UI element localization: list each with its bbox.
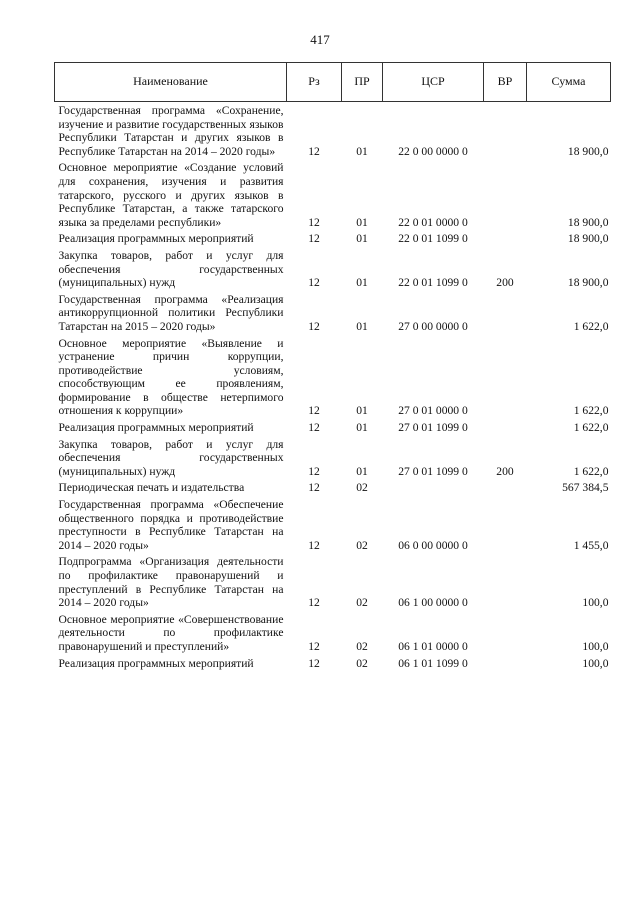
row-name: Подпрограмма «Организация деятельности по профилактике правонарушений и преступлений в Республике Татарстан на 2014 – 2020 годы» (58, 555, 284, 610)
row-pr: 01 (356, 215, 368, 229)
row-pr: 02 (356, 656, 368, 670)
table-row (55, 232, 611, 249)
table-row (55, 555, 611, 612)
row-pr: 02 (356, 481, 368, 495)
row-csr: 22 0 01 1099 0 (398, 276, 468, 290)
page-number: 417 (310, 32, 330, 47)
row-name: Основное мероприятие «Совершенствование деятельности по профилактике правонарушений и преступлений» (58, 612, 284, 653)
col-header-vr: ВР (484, 63, 527, 102)
row-pr: 01 (356, 464, 368, 478)
row-rz: 12 (308, 215, 320, 229)
table-row (55, 421, 611, 438)
table-row (55, 657, 611, 674)
table-row (55, 613, 611, 657)
row-vr (484, 481, 527, 498)
col-header-pr: ПР (342, 63, 383, 102)
row-sum: 1 622,0 (573, 319, 609, 333)
row-csr: 27 0 01 1099 0 (398, 421, 468, 435)
row-csr: 27 0 01 0000 0 (398, 404, 468, 418)
row-csr: 06 0 00 0000 0 (398, 538, 468, 552)
row-vr: 200 (496, 276, 514, 290)
row-csr (383, 481, 484, 498)
row-sum: 100,0 (582, 596, 609, 610)
row-sum: 18 900,0 (567, 276, 609, 290)
row-name: Периодическая печать и издательства (58, 481, 245, 495)
table-row (55, 161, 611, 232)
row-vr (484, 161, 527, 232)
row-sum: 567 384,5 (562, 481, 609, 495)
row-pr: 02 (356, 596, 368, 610)
row-rz: 12 (308, 481, 320, 495)
row-csr: 27 0 01 1099 0 (398, 464, 468, 478)
row-name: Основное мероприятие «Создание условий для сохранения, изучения и развития татарского, русского и других языков в Республике Татарстан, а также татарского языка за пределами республики» (58, 161, 284, 229)
row-vr (484, 555, 527, 612)
row-vr (484, 232, 527, 249)
row-vr (484, 421, 527, 438)
table-row (55, 498, 611, 555)
row-name: Государственная программа «Обеспечение общественного порядка и противодействие преступности в Республике Татарстан на 2014 – 2020 годы» (58, 498, 284, 552)
table-row (55, 102, 611, 162)
row-rz: 12 (308, 404, 320, 418)
row-pr: 01 (356, 404, 368, 418)
row-rz: 12 (308, 639, 320, 653)
row-rz: 12 (308, 319, 320, 333)
table-header-row (55, 63, 611, 102)
row-sum: 100,0 (582, 656, 609, 670)
row-sum: 1 622,0 (573, 464, 609, 478)
table-row (55, 293, 611, 337)
row-pr: 01 (356, 232, 368, 246)
row-name: Реализация программных мероприятий (58, 232, 254, 246)
table-row (55, 438, 611, 482)
row-sum: 1 622,0 (573, 421, 609, 435)
row-name: Реализация программных мероприятий (58, 421, 254, 435)
row-pr: 01 (356, 421, 368, 435)
row-csr: 22 0 01 0000 0 (398, 215, 468, 229)
row-name: Закупка товаров, работ и услуг для обеспечения государственных (муниципальных) нужд (58, 248, 284, 290)
row-name: Государственная программа «Сохранение, изучение и развитие государственных языков Республики Татарстан и других языков в Республике Татарстан на 2014 – 2020 годы» (58, 104, 284, 158)
row-pr: 01 (356, 144, 368, 158)
row-rz: 12 (308, 144, 320, 158)
row-name: Реализация программных мероприятий (58, 656, 254, 670)
row-csr: 27 0 00 0000 0 (398, 319, 468, 333)
row-sum: 18 900,0 (567, 144, 609, 158)
table-row (55, 481, 611, 498)
row-sum: 1 455,0 (573, 538, 609, 552)
row-sum: 18 900,0 (567, 215, 609, 229)
row-name: Закупка товаров, работ и услуг для обеспечения государственных (муниципальных) нужд (58, 437, 284, 478)
row-csr: 22 0 01 1099 0 (398, 232, 468, 246)
row-pr: 01 (356, 319, 368, 333)
row-vr (484, 613, 527, 657)
row-pr: 01 (356, 276, 368, 290)
row-rz: 12 (308, 421, 320, 435)
row-sum: 1 622,0 (573, 404, 609, 418)
table-row (55, 337, 611, 422)
row-rz: 12 (308, 464, 320, 478)
table-row (55, 249, 611, 293)
row-vr (484, 657, 527, 674)
row-rz: 12 (308, 656, 320, 670)
col-header-rz: Рз (287, 63, 342, 102)
row-vr (484, 498, 527, 555)
row-csr: 06 1 00 0000 0 (398, 596, 468, 610)
row-name: Государственная программа «Реализация антикоррупционной политики Республики Татарстан на 2015 – 2020 годы» (58, 292, 284, 333)
row-csr: 06 1 01 1099 0 (398, 656, 468, 670)
row-name: Основное мероприятие «Выявление и устранение причин коррупции, противодействие условиям, способствующим ее проявлениям, формирование в обществе нетерпимого отношения к коррупции» (58, 336, 284, 418)
row-vr (484, 293, 527, 337)
row-vr (484, 337, 527, 422)
row-rz: 12 (308, 596, 320, 610)
row-sum: 18 900,0 (567, 232, 609, 246)
row-vr (484, 102, 527, 162)
row-csr: 22 0 00 0000 0 (398, 144, 468, 158)
row-csr: 06 1 01 0000 0 (398, 639, 468, 653)
col-header-sum: Сумма (527, 63, 611, 102)
row-rz: 12 (308, 276, 320, 290)
row-vr: 200 (496, 464, 514, 478)
row-sum: 100,0 (582, 639, 609, 653)
budget-table (54, 62, 611, 673)
row-pr: 02 (356, 538, 368, 552)
col-header-csr: ЦСР (383, 63, 484, 102)
row-pr: 02 (356, 639, 368, 653)
row-rz: 12 (308, 232, 320, 246)
row-rz: 12 (308, 538, 320, 552)
col-header-name: Наименование (55, 63, 287, 102)
